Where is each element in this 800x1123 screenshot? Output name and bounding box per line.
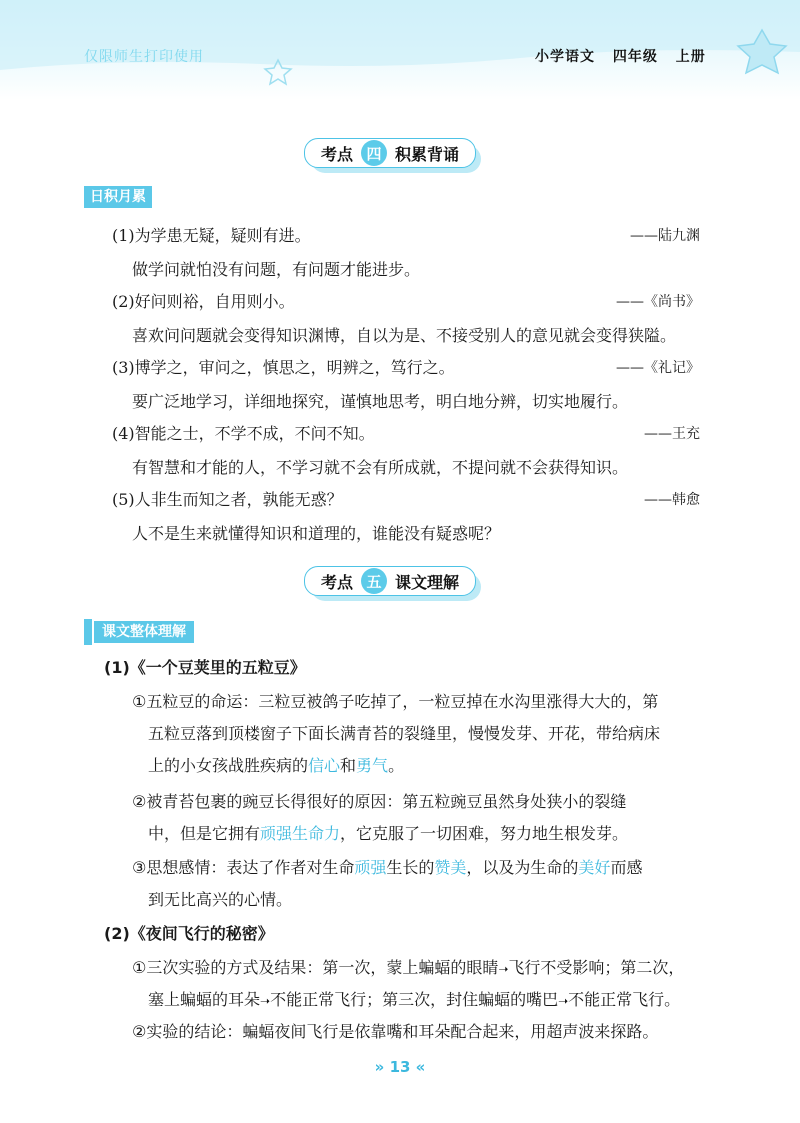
highlight-text: 赞美 (434, 858, 467, 877)
section-heading-5 (304, 566, 476, 596)
quote-source: ——韩愈 (644, 492, 700, 508)
quote-source: ——王充 (644, 426, 700, 442)
meaning-line: 人不是生来就懂得知识和道理的，谁能没有疑惑呢？ (132, 524, 501, 543)
subject-label: 小学语文 (535, 49, 595, 65)
subsection-tag (84, 620, 194, 644)
grade-label: 四年级 (612, 49, 658, 65)
paragraph-line (132, 856, 642, 880)
highlight-text: 勇气 (356, 756, 389, 775)
text-run: 不能正常飞行。 (568, 990, 681, 1009)
arrow-icon: ➝ (498, 962, 509, 976)
text-run: 不能正常飞行；第三次，封住蝙蝠的嘴巴 (270, 990, 559, 1009)
highlight-text: 信心 (308, 756, 341, 775)
section-heading-4 (304, 138, 476, 168)
tag-number-bar (84, 619, 92, 645)
quote-source: ——《礼记》 (616, 360, 700, 376)
arrow-icon: ➝ (260, 994, 271, 1008)
highlight-text: 顽强生命力 (260, 824, 341, 843)
subsection-tag: 日积月累 (84, 186, 152, 208)
arrow-icon: ➝ (558, 994, 569, 1008)
quote-source: ——《尚书》 (616, 294, 700, 310)
section-prefix: 考点 (321, 572, 354, 592)
paragraph-line (148, 822, 628, 846)
text-run: 。 (388, 756, 405, 775)
section-number-badge: 四 (361, 140, 387, 166)
quote-line: (3)博学之，审问之，慎思之，明辨之，笃行之。 (112, 358, 455, 377)
quote-line: (2)好问则裕，自用则小。 (112, 292, 295, 311)
text-run: 和 (340, 756, 357, 775)
chevron-left-icon: « (415, 1058, 426, 1076)
text-run: ，以及为生命的 (466, 858, 579, 877)
meaning-line: 喜欢问问题就会变得知识渊博，自以为是、不接受别人的意见就会变得狭隘。 (132, 326, 677, 345)
lesson-title: (1)《一个豆荚里的五粒豆》 (104, 658, 306, 677)
book-info (535, 46, 718, 66)
quote-source: ——陆九渊 (630, 228, 700, 244)
paragraph-line: 五粒豆落到顶楼窗子下面长满青苔的裂缝里，慢慢发芽、开花，带给病床 (148, 724, 661, 743)
quote-line: (1)为学患无疑，疑则有进。 (112, 226, 311, 245)
text-run: 中，但是它拥有 (148, 824, 261, 843)
quote-line: (4)智能之士，不学不成，不问不知。 (112, 424, 375, 443)
tag-label (94, 621, 194, 643)
section-title: 积累背诵 (395, 144, 460, 164)
text-run: ①三次实验的方式及结果：第一次，蒙上蝙蝠的眼睛 (132, 958, 499, 977)
text-run: 塞上蝙蝠的耳朵 (148, 990, 261, 1009)
watermark: 仅限师生打印使用 (84, 49, 204, 65)
paragraph-line: 到无比高兴的心情。 (148, 890, 293, 909)
paragraph-line (148, 754, 404, 778)
paragraph-line: ①五粒豆的命运：三粒豆被鸽子吃掉了，一粒豆掉在水沟里涨得大大的，第 (132, 692, 659, 711)
meaning-line: 做学问就怕没有问题，有问题才能进步。 (132, 260, 421, 279)
paragraph-line (148, 988, 680, 1013)
highlight-text: 美好 (578, 858, 611, 877)
text-run: 生长的 (386, 858, 435, 877)
paragraph-line (132, 956, 684, 981)
meaning-line: 有智慧和才能的人，不学习就不会有所成就，不提问就不会获得知识。 (132, 458, 629, 477)
page-number-text: 13 (389, 1058, 411, 1076)
text-run: ，它克服了一切困难，努力地生根发芽。 (340, 824, 629, 843)
section-number-badge: 五 (361, 568, 387, 594)
page-number (0, 1058, 800, 1076)
highlight-text: 顽强 (354, 858, 387, 877)
tag-text: 课文整体理解 (102, 624, 186, 640)
section-title: 课文理解 (395, 572, 460, 592)
text-run: ③思想感情：表达了作者对生命 (132, 858, 355, 877)
paragraph-line: ②实验的结论：蝙蝠夜间飞行是依靠嘴和耳朵配合起来，用超声波来探路。 (132, 1022, 659, 1041)
meaning-line: 要广泛地学习，详细地探究，谨慎地思考，明白地分辨，切实地履行。 (132, 392, 629, 411)
lesson-title: (2)《夜间飞行的秘密》 (104, 924, 274, 943)
text-run: 而感 (610, 858, 643, 877)
paragraph-line: ②被青苔包裹的豌豆长得很好的原因：第五粒豌豆虽然身处狭小的裂缝 (132, 792, 627, 811)
text-run: 飞行不受影响；第二次， (508, 958, 685, 977)
text-run: 上的小女孩战胜疾病的 (148, 756, 309, 775)
volume-label: 上册 (675, 49, 706, 65)
section-prefix: 考点 (321, 144, 354, 164)
chevron-right-icon: » (374, 1058, 385, 1076)
quote-line: (5)人非生而知之者，孰能无惑？ (112, 490, 343, 509)
